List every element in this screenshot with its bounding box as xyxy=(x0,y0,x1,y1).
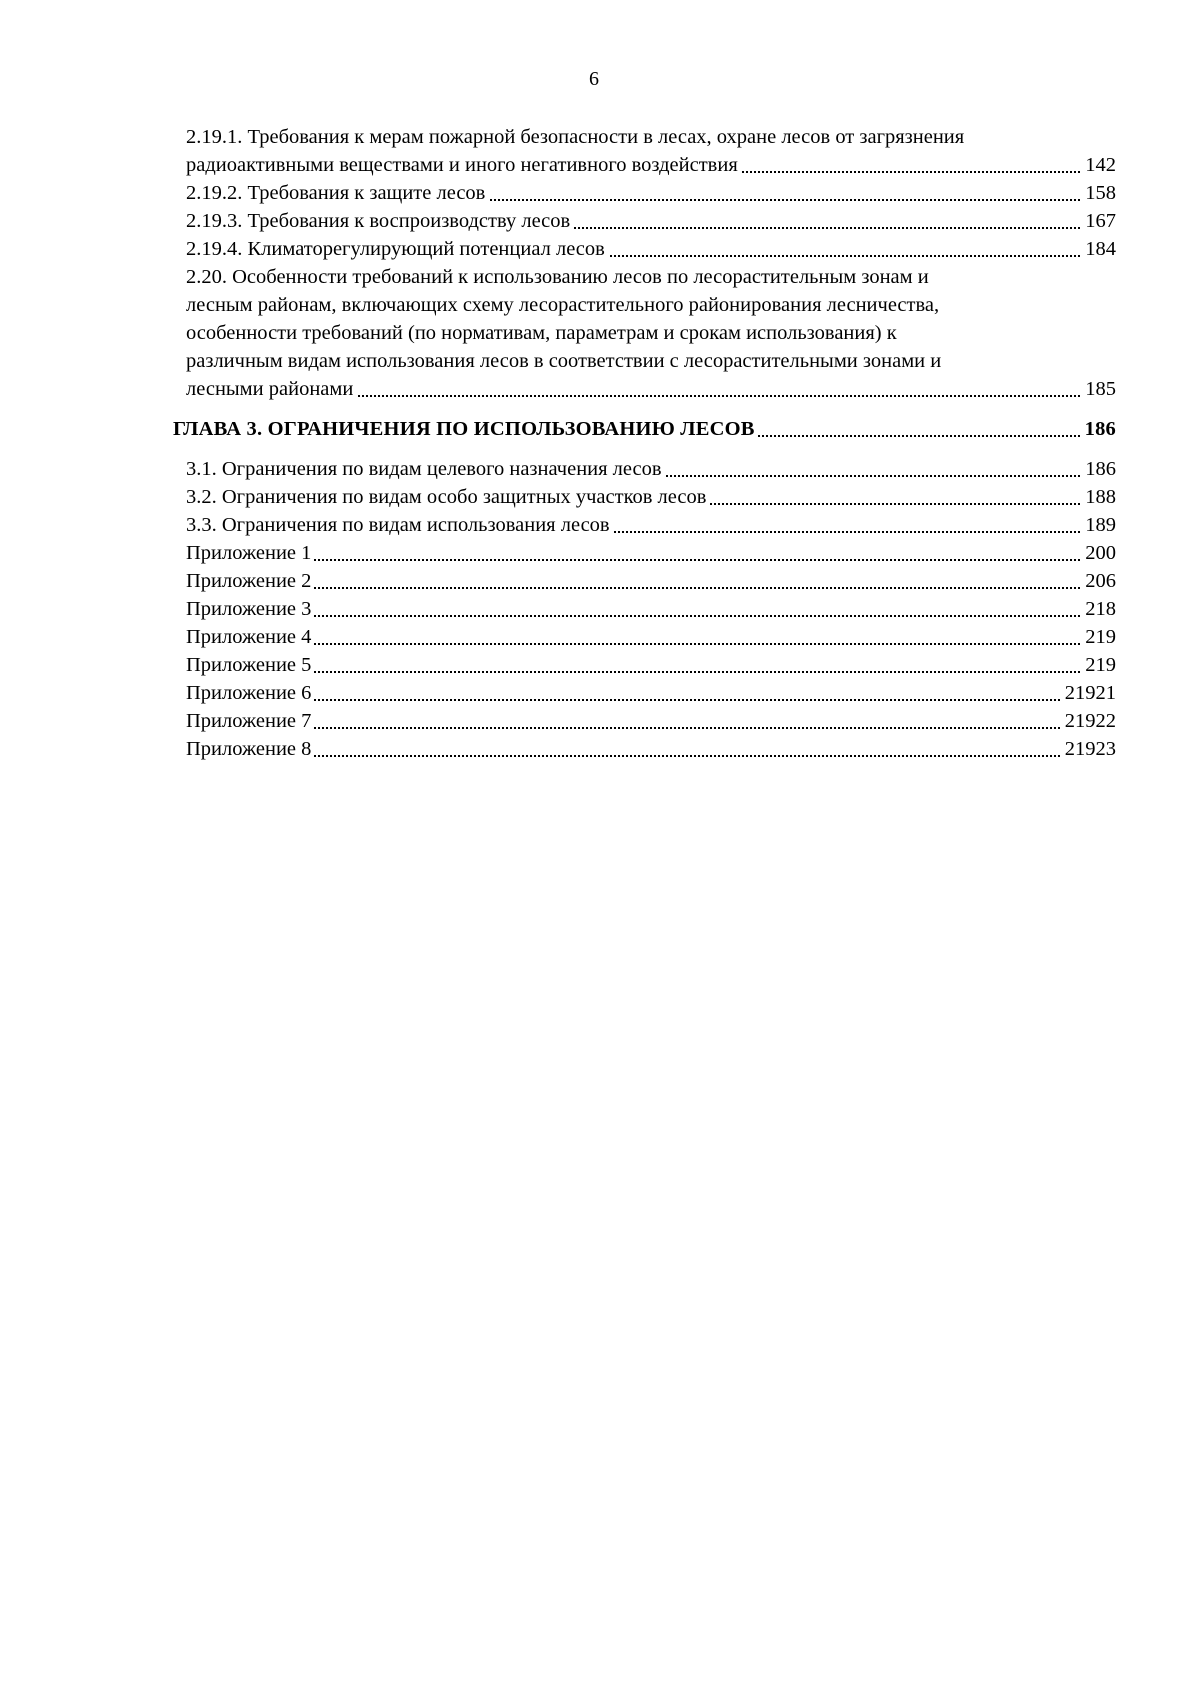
toc-entry-2-19-2[interactable] xyxy=(186,179,1116,207)
toc-page-number: 189 xyxy=(1082,511,1116,539)
toc-entry-2-19-4[interactable] xyxy=(186,235,1116,263)
toc-entry-2-19-1[interactable] xyxy=(186,123,1116,179)
page-number: 6 xyxy=(589,68,599,90)
toc-entry-text: 3.3. Ограничения по видам использования лесов xyxy=(186,514,613,536)
toc-entry-line: 2.19.1. Требования к мерам пожарной безопасности в лесах, охране лесов от загрязнения xyxy=(186,126,965,148)
toc-entry-text: Приложение 1 xyxy=(186,542,314,564)
toc-page-number: 21921 xyxy=(1062,679,1116,707)
leader-dots xyxy=(186,727,1116,729)
toc-entry-line: радиоактивными веществами и иного негативного воздействия xyxy=(186,154,741,176)
toc-entry-appendix-6[interactable] xyxy=(186,679,1116,707)
toc-page-number: 186 xyxy=(1082,415,1116,443)
toc-page-number: 158 xyxy=(1082,179,1116,207)
leader-dots xyxy=(186,671,1116,673)
leader-dots xyxy=(186,755,1116,757)
toc-entry-text: 3.1. Ограничения по видам целевого назначения лесов xyxy=(186,458,665,480)
toc-entry-2-19-3[interactable] xyxy=(186,207,1116,235)
toc-entry-text: Приложение 3 xyxy=(186,598,314,620)
table-of-contents xyxy=(173,123,1116,763)
toc-chapter-3[interactable] xyxy=(173,415,1116,443)
toc-page-number: 219 xyxy=(1082,623,1116,651)
leader-dots xyxy=(186,643,1116,645)
toc-entry-2-20[interactable] xyxy=(186,263,1116,403)
leader-dots xyxy=(186,559,1116,561)
toc-entry-appendix-3[interactable] xyxy=(186,595,1116,623)
toc-entry-appendix-1[interactable] xyxy=(186,539,1116,567)
toc-page-number: 206 xyxy=(1082,567,1116,595)
toc-page-number: 200 xyxy=(1082,539,1116,567)
toc-entry-appendix-2[interactable] xyxy=(186,567,1116,595)
toc-entry-3-1[interactable] xyxy=(186,455,1116,483)
toc-page-number: 21922 xyxy=(1062,707,1116,735)
toc-entry-text: Приложение 6 xyxy=(186,682,314,704)
toc-entry-text: 3.2. Ограничения по видам особо защитных участков лесов xyxy=(186,486,709,508)
toc-entry-appendix-8[interactable] xyxy=(186,735,1116,763)
toc-entry-text: Приложение 4 xyxy=(186,626,314,648)
toc-entry-appendix-5[interactable] xyxy=(186,651,1116,679)
toc-page-number: 219 xyxy=(1082,651,1116,679)
toc-entry-appendix-4[interactable] xyxy=(186,623,1116,651)
toc-page-number: 185 xyxy=(1082,375,1116,403)
toc-entry-appendix-7[interactable] xyxy=(186,707,1116,735)
toc-entry-text: 2.19.2. Требования к защите лесов xyxy=(186,182,488,204)
toc-entry-text xyxy=(186,263,1116,403)
toc-entry-text: 2.19.4. Климаторегулирующий потенциал лесов xyxy=(186,238,608,260)
toc-entry-line: 2.20. Особенности требований к использованию лесов по лесорастительным зонам и xyxy=(186,266,929,288)
toc-entry-text xyxy=(186,123,1116,179)
toc-entry-text: Приложение 2 xyxy=(186,570,314,592)
toc-entry-text: Приложение 8 xyxy=(186,738,314,760)
toc-entry-text: Приложение 5 xyxy=(186,654,314,676)
leader-dots xyxy=(186,587,1116,589)
toc-entry-line: лесными районами xyxy=(186,378,356,400)
toc-entry-line: особенности требований (по нормативам, параметрам и срокам использования) к xyxy=(186,322,897,344)
toc-entry-line: лесным районам, включающих схему лесорастительного районирования лесничества, xyxy=(186,294,940,316)
toc-page-number: 21923 xyxy=(1062,735,1116,763)
toc-page-number: 218 xyxy=(1082,595,1116,623)
leader-dots xyxy=(186,615,1116,617)
toc-page-number: 188 xyxy=(1082,483,1116,511)
toc-entry-text: Приложение 7 xyxy=(186,710,314,732)
toc-entry-text: 2.19.3. Требования к воспроизводству лесов xyxy=(186,210,573,232)
toc-page-number: 184 xyxy=(1082,235,1116,263)
toc-page-number: 167 xyxy=(1082,207,1116,235)
toc-entry-3-3[interactable] xyxy=(186,511,1116,539)
leader-dots xyxy=(186,699,1116,701)
toc-page-number: 142 xyxy=(1082,151,1116,179)
toc-entry-3-2[interactable] xyxy=(186,483,1116,511)
toc-entry-line: различным видам использования лесов в соответствии с лесорастительными зонами и xyxy=(186,350,942,372)
toc-chapter-title: ГЛАВА 3. ОГРАНИЧЕНИЯ ПО ИСПОЛЬЗОВАНИЮ ЛЕСОВ xyxy=(173,418,758,440)
toc-page-number: 186 xyxy=(1082,455,1116,483)
